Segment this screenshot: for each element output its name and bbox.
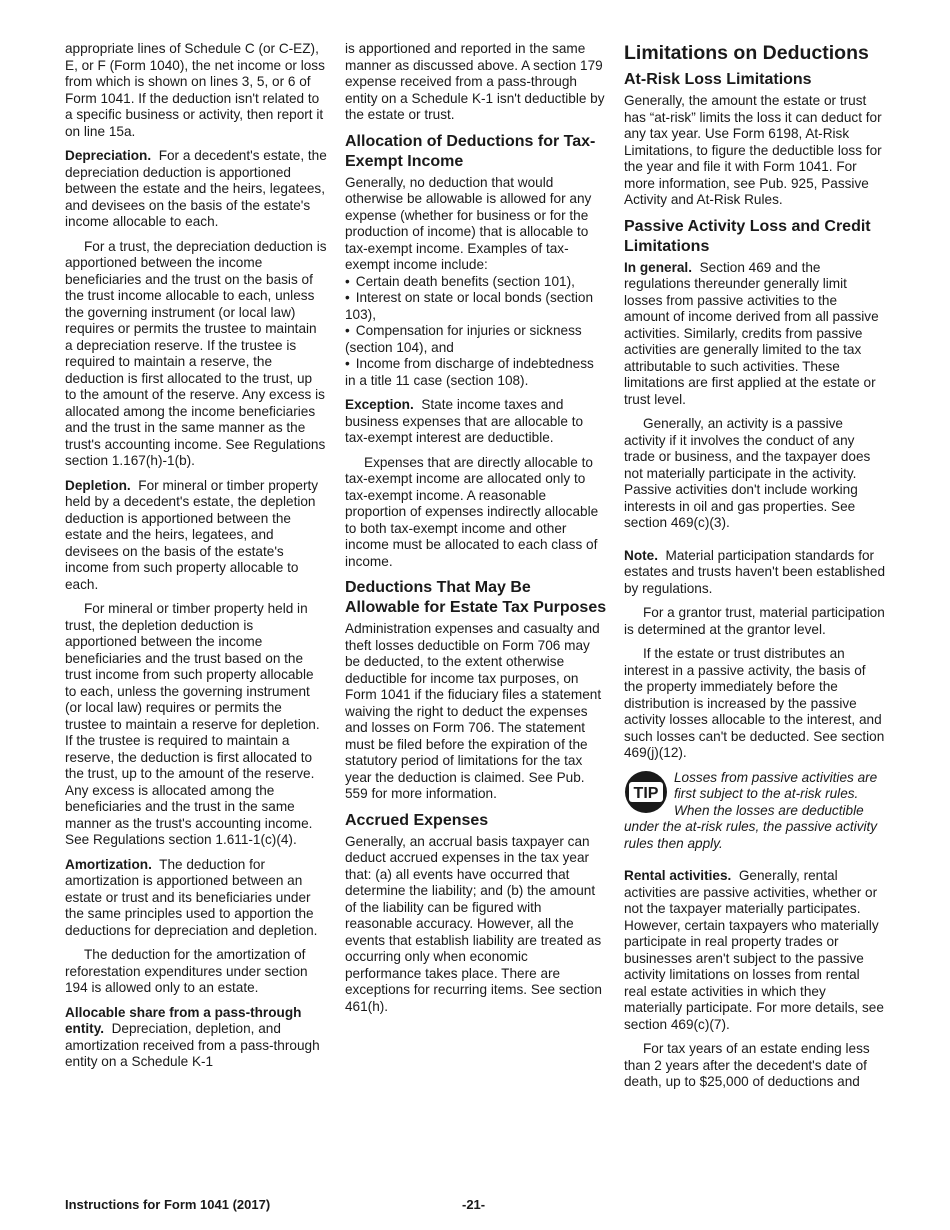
column-left xyxy=(65,41,327,1079)
paragraph: For mineral or timber property held in trust, the depletion deduction is apportioned between the income beneficiaries and the trust based on the trust income from such property allocable to each, unless the governing instrument (or local law) requires or permits the trustee to maintain a reserve for depletion. If the trustee is required to maintain a reserve, the deduction is first allocated to the trust, up to the amount of the reserve. Any excess is allocated among the beneficiaries and the trust in the same manner as the trust's accounting income. See Regulations section 1.611-1(c)(4). xyxy=(65,601,320,847)
paragraph-depreciation xyxy=(65,148,327,231)
paragraph: Generally, no deduction that would otherwise be allowable is allowed for any expense (whether for business or for the production of income) that is allocable to tax-exempt income. Examples of tax-exempt income include: xyxy=(345,174,592,272)
run-in-heading: Allocable share from a pass-through entity. xyxy=(65,1004,302,1036)
paragraph-in-general xyxy=(624,260,886,409)
list-item: • Income from discharge of indebtedness in a title 11 case (section 108). xyxy=(345,356,607,389)
run-in-heading: Note. xyxy=(624,547,658,563)
run-in-heading: Amortization. xyxy=(65,856,152,872)
bullet-list xyxy=(345,274,607,390)
paragraph-text: State income taxes and business expenses that are allocable to tax-exempt interest are deductible. xyxy=(345,397,584,445)
paragraph: The deduction for the amortization of reforestation expenditures under section 194 is allowed only to an estate. xyxy=(65,947,308,995)
paragraph-rental xyxy=(624,868,886,1033)
list-item: • Interest on state or local bonds (section 103), xyxy=(345,290,607,323)
section-heading: Accrued Expenses xyxy=(345,811,489,829)
paragraph: For tax years of an estate ending less than 2 years after the decedent's date of death, up to $25,000 of deductions and xyxy=(624,1041,870,1089)
run-in-heading: Depreciation. xyxy=(65,148,152,163)
footer-title: Instructions for Form 1041 (2017) xyxy=(65,1197,271,1212)
paragraph-text: For mineral or timber property held by a decedent's estate, the depletion deduction is apportioned between the estate and the heirs, legatees, and devisees on the basis of the estate's income from such property allocable to each. xyxy=(65,477,319,592)
paragraph: If the estate or trust distributes an interest in a passive activity, the basis of the property immediately before the distribution is increased by the passive activity losses allocable to the interest, and such losses can't be deducted. See section 469(j)(12). xyxy=(624,646,885,760)
paragraph-depletion xyxy=(65,478,327,594)
column-right xyxy=(624,41,886,1099)
paragraph: is apportioned and reported in the same manner as discussed above. A section 179 expense received from a pass-through entity on a Schedule K-1 isn't deductible by the estate or trust. xyxy=(345,41,605,122)
paragraph-text: For a decedent's estate, the depreciation deduction is apportioned between the estate and the heirs, legatees, and devisees on the basis of the estate's income allocable to each. xyxy=(65,148,327,229)
paragraph: appropriate lines of Schedule C (or C-EZ), E, or F (Form 1040), the net income or loss from which is shown on lines 3, 5, or 6 of Form 1041. If the deduction isn't related to a specific business or activity, then report it on line 15a. xyxy=(65,41,325,139)
paragraph-amortization xyxy=(65,857,327,940)
section-title: Limitations on Deductions xyxy=(624,42,869,64)
column-middle xyxy=(345,41,607,1023)
section-heading: Passive Activity Loss and Credit Limitations xyxy=(624,217,871,255)
paragraph-text: Depreciation, depletion, and amortization received from a pass-through entity on a Schedule K-1 xyxy=(65,1021,320,1069)
run-in-heading: Rental activities. xyxy=(624,868,732,883)
tip-icon-label: TIP xyxy=(633,784,659,802)
paragraph-exception xyxy=(345,397,607,447)
paragraph: Generally, an activity is a passive activity if it involves the conduct of any trade or business, and the taxpayer does not materially participate in the activity. Passive activities don't include working interests in oil and gas properties. See section 469(c)(3). xyxy=(624,416,871,530)
tip-text: Losses from passive activities are first subject to the at-risk rules. When the losses are deductible under the at-risk rules, the passive activity rules then apply. xyxy=(624,769,878,851)
paragraph-text: Section 469 and the regulations thereunder generally limit losses from passive activities to the amount of income derived from all passive activities. Similarly, credits from passive activities are generally limited to the tax attributable to such activities. These limitations are first applied at the estate or trust level. xyxy=(624,259,879,407)
paragraph: For a grantor trust, material participation is determined at the grantor level. xyxy=(624,605,885,637)
paragraph: For a trust, the depreciation deduction is apportioned between the income beneficiaries and the trust on the basis of the trust income allocable to each, unless the governing instrument (or local law) requires or permits the trustee to maintain a depreciation reserve. If the trustee is required to maintain a reserve, the deduction is first allocated to the trust, up to the amount of the reserve. Any excess is allocated among the income beneficiaries and the trust in the same manner as the trust's accounting income. See Regulations section 1.167(h)-1(b). xyxy=(65,238,327,468)
section-heading: Deductions That May Be Allowable for Estate Tax Purposes xyxy=(345,579,607,616)
paragraph: Generally, the amount the estate or trust has “at-risk” limits the loss it can deduct for any tax year. Use Form 6198, At-Risk Limitations, to figure the deductible loss for the year and file it with Form 1041. For more information, see Pub. 925, Passive Activity and At-Risk Rules. xyxy=(624,93,882,207)
page-number: -21- xyxy=(462,1197,486,1212)
tip-icon xyxy=(624,770,668,814)
paragraph: Generally, an accrual basis taxpayer can deduct accrued expenses in the tax year that: (a) all events have occurred that determine the liability; and (b) the amount of the liability can be figured with reasonable accuracy. However, all the events that establish liability are treated as occurring only when economic performance takes place. There are exceptions for recurring items. See section 461(h). xyxy=(345,833,602,1014)
list-item: • Compensation for injuries or sickness (section 104), and xyxy=(345,323,607,356)
run-in-heading: Exception. xyxy=(345,397,414,412)
paragraph: Expenses that are directly allocable to tax-exempt income are allocated only to tax-exempt income. A reasonable proportion of expenses indirectly allocable to both tax-exempt income and other income must be allocated to each class of income. xyxy=(345,454,599,569)
run-in-heading: Depletion. xyxy=(65,477,131,493)
tip-box xyxy=(624,770,886,853)
paragraph-text: Generally, rental activities are passive activities, whether or not the taxpayer materially participates. However, certain taxpayers who materially participate in real property trades or businesses aren't subject to the passive activity limitations on losses from rental real estate activities in which they materially participate. For more details, see section 469(c)(7). xyxy=(624,868,884,1032)
section-heading: At-Risk Loss Limitations xyxy=(624,71,812,88)
paragraph-text: The deduction for amortization is apportioned between an estate or trust and its beneficiaries under the same principles used to apportion the deductions for depreciation and depletion. xyxy=(65,856,318,938)
paragraph-passthrough xyxy=(65,1005,327,1071)
section-heading: Allocation of Deductions for Tax-Exempt Income xyxy=(345,132,596,170)
paragraph: Administration expenses and casualty and theft losses deductible on Form 706 may be deducted, to the extent otherwise deductible for income tax purposes, on Form 1041 if the fiduciary files a statement waiving the right to deduct the expenses and losses on Form 706. The statement must be filed before the expiration of the statutory period of limitations for the tax year the deduction is claimed. See Pub. 559 for more information. xyxy=(345,621,602,801)
list-item: • Certain death benefits (section 101), xyxy=(345,274,607,291)
paragraph-text: Material participation standards for estates and trusts haven't been established by regulations. xyxy=(624,547,886,596)
paragraph-note xyxy=(624,548,886,598)
run-in-heading: In general. xyxy=(624,259,692,275)
